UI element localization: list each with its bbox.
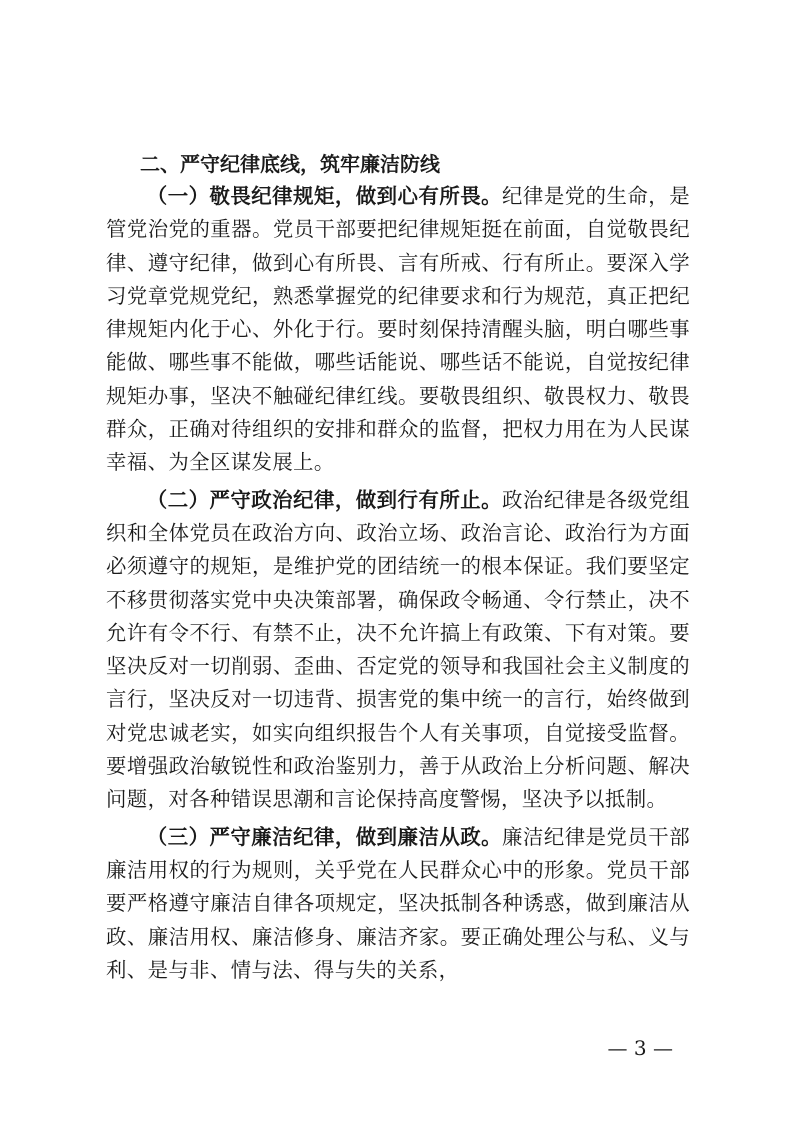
page-number: — 3 — [607, 1036, 673, 1060]
paragraph-2-lead: （二）严守政治纪律，做到行有所止。 [146, 487, 503, 512]
paragraph-1-text: 纪律是党的生命，是管党治党的重器。党员干部要把纪律规矩挺在前面，自觉敬畏纪律、遵守纪律，做到心有所畏、言有所戒、行有所止。要深入学习党章党规党纪，熟悉掌握党的纪律要求和行为规范，真正把纪律规矩内化于心、外化于行。要时刻保持清醒头脑，明白哪些事能做、哪些事不能做，哪些话能说、哪些话不能说，自觉按纪律规矩办事，坚决不触碰纪律红线。要敬畏组织、敬畏权力、敬畏群众，正确对待组织的安排和群众的监督，把权力用在为人民谋幸福、为全区谋发展上。 [106, 184, 690, 475]
body-text [106, 180, 690, 991]
paragraph-1 [106, 180, 690, 480]
paragraph-3 [106, 821, 690, 987]
paragraph-1-lead: （一）敬畏纪律规矩，做到心有所畏。 [146, 184, 503, 208]
paragraph-2-text: 政治纪律是各级党组织和全体党员在政治方向、政治立场、政治言论、政治行为方面必须遵守的规矩，是维护党的团结统一的根本保证。我们要坚定不移贯彻落实党中央决策部署，确保政令畅通、令行禁止，决不允许有令不行、有禁不止，决不允许搞上有政策、下有对策。要坚决反对一切削弱、歪曲、否定党的领导和我国社会主义制度的言行，坚决反对一切违背、损害党的集中统一的言行，始终做到对党忠诚老实，如实向组织报告个人有关事项，自觉接受监督。要增强政治敏锐性和政治鉴别力，善于从政治上分析问题、解决问题，对各种错误思潮和言论保持高度警惕，坚决予以抵制。 [106, 487, 690, 812]
section-heading: 二、严守纪律底线，筑牢廉洁防线 [140, 152, 440, 176]
paragraph-2 [106, 484, 690, 817]
paragraph-3-lead: （三）严守廉洁纪律，做到廉洁从政。 [146, 824, 503, 849]
paragraph-3-text: 廉洁纪律是党员干部廉洁用权的行为规则，关乎党在人民群众心中的形象。党员干部要严格遵守廉洁自律各项规定，坚决抵制各种诱惑，做到廉洁从政、廉洁用权、廉洁修身、廉洁齐家。要正确处理公与私、义与利、是与非、情与法、得与失的关系， [106, 824, 690, 982]
